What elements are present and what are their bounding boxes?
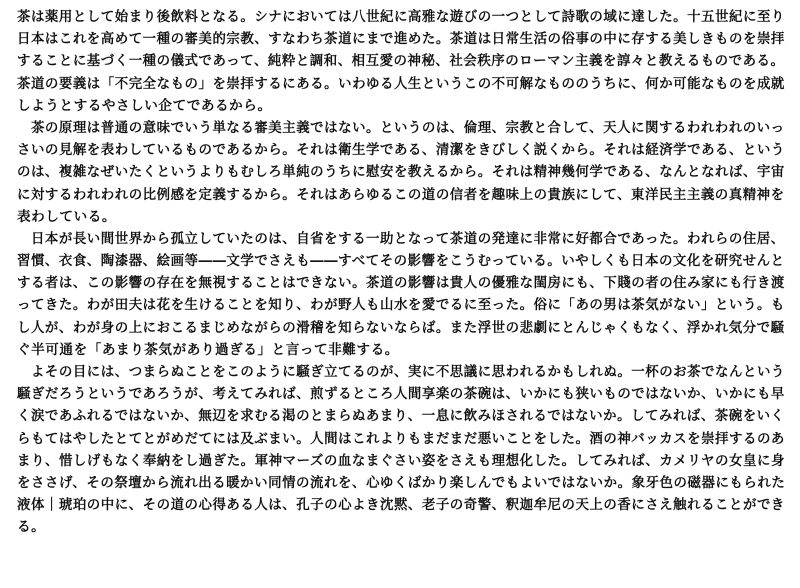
paragraph — [17, 361, 785, 539]
text-line: 表わしている。 — [17, 208, 117, 225]
text-line: く涙であふれるではないか、無辺を求むる渇のとまらぬあまり、一息に飲みほされるではないか。してみれば、茶碗をいく — [17, 408, 785, 425]
text-line: 日本が長い間世界から孤立していたのは、自省をする一助となって茶道の発達に非常に好都合であった。われらの住居、 — [17, 230, 785, 247]
text-line: 習慣、衣食、陶漆器、絵画等――文学でさえも――すべてその影響をこうむっている。いやしくも日本の文化を研究せんと — [17, 253, 785, 270]
text-line: をささげ、その祭壇から流れ出る暖かい同情の流れを、心ゆくばかり楽しんでもよいではないか。象牙色の磁器にもられた — [17, 474, 786, 491]
text-line: さいの見解を表わしているものであるから。それは衛生学である、清潔をきびしく説くから。それは経済学である、という — [17, 142, 785, 159]
text-line: らもてはやしたとてとがめだてには及ぶまい。人間はこれよりもまだまだ悪いことをした。酒の神バッカスを崇拝するのあ — [17, 430, 785, 447]
text-line: まり、惜しげもなく奉納をし過ぎた。軍神マーズの血なまぐさい姿をさえも理想化した。してみれば、カメリヤの女皇に身 — [17, 452, 785, 469]
text-line: し人が、わが身の上におこるまじめながらの滑稽を知らないならば。また浮世の悲劇にとんじゃくもなく、浮かれ気分で騒 — [17, 319, 785, 336]
paragraph — [17, 6, 785, 117]
text-line: る。 — [17, 519, 46, 536]
text-line: に対するわれわれの比例感を定義するから。それはあらゆるこの道の信者を趣味上の貴族にして、東洋民主主義の真精神を — [17, 186, 785, 203]
text-line: ってきた。わが田夫は花を生けることを知り、わが野人も山水を愛でるに至った。俗に「あの男は茶気がない」という。も — [17, 297, 785, 314]
document-text — [17, 6, 785, 539]
text-line: 騒ぎだろうというであろうが、考えてみれば、煎ずるところ人間享楽の茶碗は、いかにも狭いものではないか、いかにも早 — [17, 386, 785, 403]
text-line: しようとするやさしい企てであるから。 — [17, 97, 272, 114]
text-line: よその目には、つまらぬことをこのように騒ぎ立てるのが、実に不思議に思われるかもしれぬ。一杯のお茶でなんという — [17, 364, 785, 380]
text-line: 茶の原理は普通の意味でいう単なる審美主義ではない。というのは、倫理、宗教と合して、天人に関するわれわれのいっ — [17, 119, 785, 136]
paragraph — [17, 117, 785, 228]
paragraph — [17, 228, 785, 361]
text-line: ぐ半可通を「あまり茶気があり過ぎる」と言って非難する。 — [17, 341, 399, 358]
text-line: する者は、この影響の存在を無視することはできない。茶道の影響は貴人の優雅な閨房にも、下賤の者の住み家にも行き渡 — [17, 275, 785, 292]
text-line: することに基づく一種の儀式であって、純粋と調和、相互愛の神秘、社会秩序のローマン主義を諄々と教えるものである。 — [17, 53, 785, 70]
text-line: 日本はこれを高めて一種の審美的宗教、すなわち茶道にまで進めた。茶道は日常生活の俗事の中に存する美しきものを崇拝 — [17, 31, 785, 48]
text-line: 茶道の要義は「不完全なもの」を崇拝するにある。いわゆる人生というこの不可解なもののうちに、何か可能なものを成就 — [17, 75, 785, 92]
text-line: 液体｜琥珀の中に、その道の心得ある人は、孔子の心よき沈黙、老子の奇警、釈迦牟尼の天上の香にさえ触れることができ — [17, 497, 785, 514]
text-line: 茶は薬用として始まり後飲料となる。シナにおいては八世紀に高雅な遊びの一つとして詩歌の域に達した。十五世紀に至り — [17, 9, 785, 25]
text-line: のは、複雑なぜいたくというよりもむしろ単純のうちに慰安を教えるから。それは精神幾何学である、なんとなれば、宇宙 — [17, 164, 785, 181]
